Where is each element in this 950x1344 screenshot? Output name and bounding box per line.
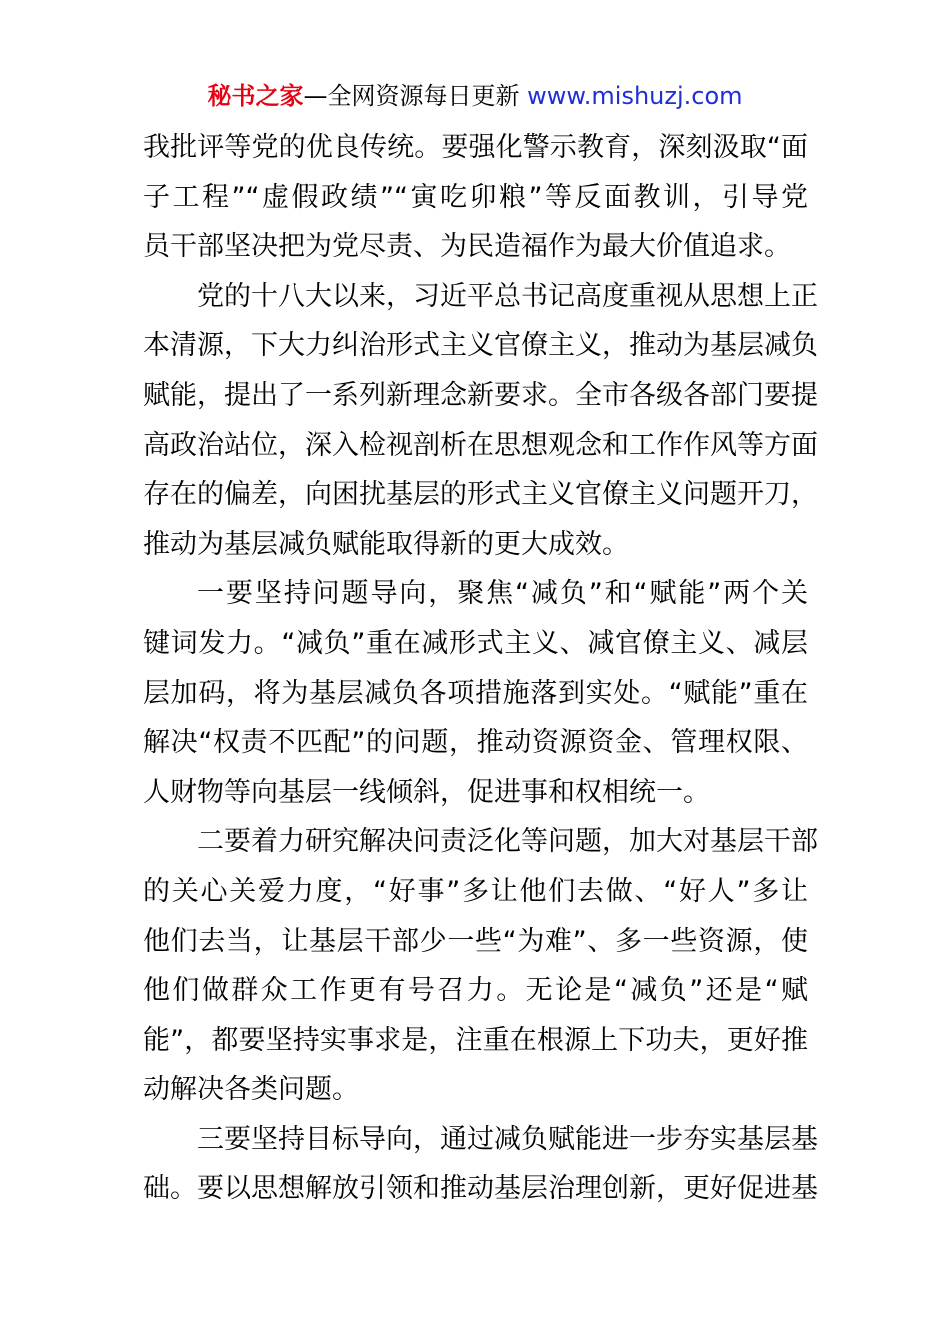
text-line: 解决“权责不匹配”的问题，推动资源资金、管理权限、 (143, 727, 808, 759)
text-line: 员干部坚决把为党尽责、为民造福作为最大价值追求。 (143, 231, 791, 263)
site-header (0, 80, 950, 112)
paragraph (143, 569, 808, 817)
text-line: 存在的偏差，向困扰基层的形式主义官僚主义问题开刀， (143, 479, 818, 511)
text-line: 子工程”“虚假政绩”“寅吃卯粮”等反面教训，引导党 (143, 181, 808, 213)
text-line: 一要坚持问题导向，聚焦“减负”和“赋能”两个关 (197, 578, 808, 610)
text-line: 动解决各类问题。 (143, 1074, 359, 1106)
text-line: 础。要以思想解放引领和推动基层治理创新，更好促进基 (143, 1173, 818, 1205)
text-line: 人财物等向基层一线倾斜，促进事和权相统一。 (143, 776, 710, 808)
text-line: 他们去当，让基层干部少一些“为难”、多一些资源，使 (143, 925, 808, 957)
site-url-link[interactable]: www.mishuzj.com (527, 82, 743, 110)
site-tagline: —全网资源每日更新 (303, 82, 528, 110)
text-line: 层加码，将为基层减负各项措施落到实处。“赋能”重在 (143, 677, 808, 709)
document-body (143, 123, 818, 1214)
text-line: 本清源，下大力纠治形式主义官僚主义，推动为基层减负 (143, 330, 818, 362)
text-line: 键词发力。“减负”重在减形式主义、减官僚主义、减层 (143, 627, 808, 659)
text-line: 赋能，提出了一系列新理念新要求。全市各级各部门要提 (143, 379, 818, 411)
text-line: 我批评等党的优良传统。要强化警示教育，深刻汲取“面 (143, 132, 808, 163)
paragraph (143, 123, 808, 272)
text-line: 推动为基层减负赋能取得新的更大成效。 (143, 528, 629, 560)
paragraph (143, 1115, 818, 1214)
text-line: 能”，都要坚持实事求是，注重在根源上下功夫，更好推 (143, 1024, 808, 1056)
text-line: 他们做群众工作更有号召力。无论是“减负”还是“赋 (143, 975, 808, 1007)
text-line: 高政治站位，深入检视剖析在思想观念和工作作风等方面 (143, 429, 818, 461)
text-line: 的关心关爱力度，“好事”多让他们去做、“好人”多让 (143, 875, 808, 907)
site-brand: 秘书之家 (207, 82, 304, 110)
text-line: 三要坚持目标导向，通过减负赋能进一步夯实基层基 (197, 1123, 818, 1155)
paragraph (143, 817, 818, 1115)
paragraph (143, 272, 818, 570)
text-line: 党的十八大以来，习近平总书记高度重视从思想上正 (197, 280, 818, 312)
text-line: 二要着力研究解决问责泛化等问题，加大对基层干部 (197, 826, 818, 858)
